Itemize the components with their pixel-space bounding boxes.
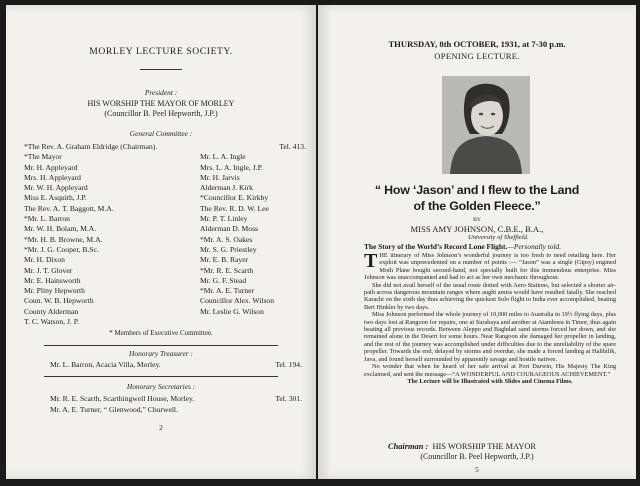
committee-member-left: Mr. W. H. Appleyard xyxy=(24,183,88,193)
section-divider-1 xyxy=(44,345,278,346)
committee-member-left: *The Mayor xyxy=(24,152,62,162)
page-number-left: 2 xyxy=(159,423,163,432)
committee-member-left: Coun. W. B. Hepworth xyxy=(24,296,94,306)
committee-member-left: Miss E. Asquith, J.P. xyxy=(24,193,87,203)
speaker-name: MISS AMY JOHNSON, C.B.E., B.A., xyxy=(410,224,544,234)
by-label: BY xyxy=(473,217,481,223)
committee-row xyxy=(24,255,306,265)
chairman-sub: (Councillor B. Peel Hepworth, J.P.) xyxy=(420,452,534,461)
committee-row xyxy=(24,142,306,152)
title-divider xyxy=(140,69,182,70)
committee-member-left: Mr. E. Hainsworth xyxy=(24,275,81,285)
committee-row xyxy=(24,266,306,276)
committee-row xyxy=(24,286,306,296)
chairman-name: HIS WORSHIP THE MAYOR xyxy=(432,442,536,451)
committee-member-left: *The Rev. A. Graham Eldridge (Chairman). xyxy=(24,142,158,151)
committee-member-left: County Alderman xyxy=(24,306,79,316)
president-line2: (Councillor B. Peel Hepworth, J.P.) xyxy=(104,109,218,118)
committee-member-right: *Mr. A. S. Oakes xyxy=(200,234,253,244)
subheading-text: The Story of the World’s Record Lone Flight. xyxy=(364,242,508,251)
committee-member-left: T. C. Watson, J. P. xyxy=(24,317,80,327)
committee-member-left: *Mr. H. B. Browne, M.A. xyxy=(24,234,103,244)
committee-member-left: Mr. J. T. Glover xyxy=(24,265,73,275)
chairman-line xyxy=(388,442,536,451)
committee-list xyxy=(24,142,306,327)
committee-member-right: *Councillor E. Kirkby xyxy=(200,193,269,203)
committee-member-right: The Rev. R. D. W. Lee xyxy=(200,203,269,213)
committee-member-left: *Mr. L. Barron xyxy=(24,214,70,224)
committee-row xyxy=(24,214,306,224)
society-title: MORLEY LECTURE SOCIETY. xyxy=(89,46,233,57)
right-page xyxy=(318,5,636,479)
committee-row xyxy=(24,307,306,317)
secretary1-line: Mr. R. E. Scarth, Scarthingwell House, Morley. xyxy=(50,394,195,403)
committee-tel: Tel. 413. xyxy=(279,142,306,151)
speaker-portrait xyxy=(442,76,530,174)
treasurer-heading: Honorary Treasurer : xyxy=(129,349,193,358)
drop-cap: T xyxy=(364,250,378,272)
speaker-university: University of Sheffield. xyxy=(468,234,529,241)
committee-row xyxy=(24,152,306,162)
committee-row xyxy=(24,224,306,234)
paragraph-4: No wonder that when he heard of her safe arrival at Port Darwin, His Majesty The King exclaimed, and sent the message—“A WONDERFUL AND COURAGEOUS ACHIEVEMENT.” xyxy=(364,363,616,378)
treasurer-tel: Tel. 194. xyxy=(275,360,302,369)
committee-row xyxy=(24,245,306,255)
committee-member-right: Mrs. L. A. Ingle, J.P. xyxy=(200,162,263,172)
committee-row xyxy=(24,173,306,183)
committee-member-right: Mr. L. A. Ingle xyxy=(200,152,246,162)
committee-member-left: Mr. H. Dixon xyxy=(24,255,65,265)
committee-member-left: *Mr. J. G. Cooper, B.Sc. xyxy=(24,244,99,254)
paragraph-1: THE itinerary of Miss Johnson’s wonderful journey is too fresh to need retailing here. Her exploit was unprecedented on a number of points :— “Jason” was a single (Gipsy) engined Moth Plane bought second-hand, not specially built for this tremendous enterprise. Miss Johnson was unaccompanied and had to act as her own mechanic throughout. xyxy=(364,250,616,282)
committee-member-left: The Rev. A. T. Baggott, M.A. xyxy=(24,203,114,213)
committee-member-left: Mr. Pliny Hepworth xyxy=(24,286,85,296)
committee-member-right: Mr. G. F. Stead xyxy=(200,275,247,285)
committee-member-right: Mr. E. B. Rayer xyxy=(200,255,249,265)
treasurer-line: Mr. L. Barron, Acacia Villa, Morley. xyxy=(50,360,161,369)
page-number-right: 5 xyxy=(475,465,479,474)
committee-row xyxy=(24,296,306,306)
committee-row xyxy=(24,276,306,286)
secretary2-line: Mr. A. E. Turner, “ Glenwood,” Churwell. xyxy=(50,405,178,414)
paragraph-2: She did not avail herself of the usual route dotted with Aero Stations, but selected a shorter air-path across dangerous mountain ranges where aught amiss would have resulted fatally. She reached Karachi on the sixth day thus achieving the quickest Solo flight to India ever accomplished, beating Bert Hinkler by two days. xyxy=(364,281,616,311)
committee-member-left: Mr. W. H. Bolam, M.A. xyxy=(24,224,97,234)
committee-member-right: Alderman D. Moss xyxy=(200,224,259,234)
section-divider-2 xyxy=(44,376,278,377)
committee-row xyxy=(24,193,306,203)
committee-member-right: Mr. P. T. Linley xyxy=(200,214,248,224)
subheading-note: —Personally told. xyxy=(507,242,562,251)
story-subheading xyxy=(364,242,561,251)
paragraph-3: Miss Johnson performed the whole journey of 10,000 miles to Australia in 19½ flying days, plus two days lost at Rangoon for repairs, one at Surabaya and another at Atamboea in Timor, thus again beating all previous records. Between Aleppo and Baghdad sand storms forced her down, and she remained alone in the Desert for some hours. Near Rangoon she damaged her propeller in landing, and the rest of the journey was accomplished under difficulties due to the unreliability of the spare propeller. Towards the end, delayed by storms and overdue, she made a forced landing at Halihilik, Java, and found herself surrounded by apparently savage and hostile natives. xyxy=(364,311,616,363)
executive-note: * Members of Executive Committee. xyxy=(109,329,213,337)
secretary1-tel: Tel. 301. xyxy=(275,394,302,403)
lecture-title-line1: “ How ‘Jason’ and I flew to the Land xyxy=(374,183,580,197)
committee-row xyxy=(24,183,306,193)
left-page xyxy=(6,5,316,479)
committee-row xyxy=(24,235,306,245)
lecture-title-line2: of the Golden Fleece.” xyxy=(413,199,541,213)
president-line1: HIS WORSHIP THE MAYOR OF MORLEY xyxy=(87,99,235,108)
secretaries-heading: Honorary Secretaries : xyxy=(126,382,196,391)
event-date: THURSDAY, 8th OCTOBER, 1931, at 7-30 p.m. xyxy=(388,39,566,49)
committee-member-right: Alderman J. Kirk xyxy=(200,183,253,193)
committee-heading: General Committee : xyxy=(129,129,193,138)
committee-row xyxy=(24,204,306,214)
illustrated-note: The Lecture will be Illustrated with Slides and Cinema Films. xyxy=(407,377,573,385)
committee-member-right: Mr. H. Jarvis xyxy=(200,172,240,182)
committee-member-left: Mr. H. Appleyard xyxy=(24,162,78,172)
chairman-label: Chairman : xyxy=(388,442,429,451)
president-heading: President : xyxy=(144,88,178,97)
committee-member-right: *Mr. A. E. Turner xyxy=(200,286,255,296)
committee-member-right: Mr. Leslie G. Wilson xyxy=(200,306,264,316)
committee-member-right: *Mr. R. E. Scarth xyxy=(200,265,254,275)
committee-member-right: Mr. S. G. Priestley xyxy=(200,244,257,254)
lecture-label: OPENING LECTURE. xyxy=(434,51,520,61)
committee-row xyxy=(24,163,306,173)
lecture-description xyxy=(364,252,616,385)
committee-member-right: Councillor Alex. Wilson xyxy=(200,296,275,306)
committee-member-left: Mrs. H. Appleyard xyxy=(24,172,81,182)
committee-row xyxy=(24,317,306,327)
